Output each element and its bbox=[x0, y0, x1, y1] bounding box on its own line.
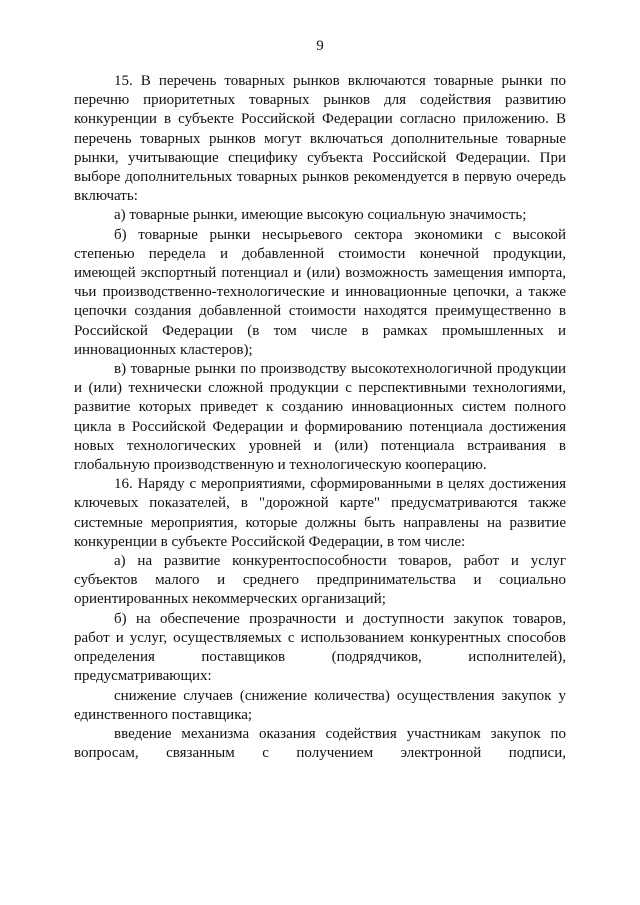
paragraph-16: 16. Наряду с мероприятиями, сформированными в целях достижения ключевых показателей, в "дорожной карте" предусматриваются также системные мероприятия, которые должны быть направлены на развитие конкуренции в субъекте Российской Федерации, в том числе: bbox=[74, 476, 566, 550]
paragraph-15-v: в) товарные рынки по производству высокотехнологичной продукции и (или) технически сложной продукции с перспективными технологиями, развитие которых приведет к созданию инновационных систем полного цикла в Российской Федерации и формированию потенциала достижения новых технологических уровней и (или) потенциала встраивания в глобальную производственную и технологическую кооперацию. bbox=[74, 361, 566, 474]
paragraph-16-b-item-2: введение механизма оказания содействия участникам закупок по вопросам, связанным с получением электронной подписи, bbox=[74, 725, 566, 762]
paragraph-16-b-item-1: снижение случаев (снижение количества) осуществления закупок у единственного поставщика; bbox=[74, 687, 566, 723]
page-number: 9 bbox=[316, 38, 324, 54]
paragraph-15-a: а) товарные рынки, имеющие высокую социальную значимость; bbox=[114, 207, 527, 224]
paragraph-16-b: б) на обеспечение прозрачности и доступности закупок товаров, работ и услуг, осуществляемых с использованием конкурентных способов определения поставщиков (подрядчиков, исполнителей), предусматривающих: bbox=[74, 610, 566, 685]
paragraph-15-b: б) товарные рынки несырьевого сектора экономики с высокой степенью передела и добавленной стоимости конечной продукции, имеющей экспортный потенциал и (или) возможность замещения импорта, чьи производственно-технологические и инновационные цепочки, а также цепочки создания добавленной стоимости находятся преимущественно в Российской Федерации (в том числе в рамках промышленных и инновационных кластеров); bbox=[74, 226, 566, 358]
paragraph-16-a: а) на развитие конкурентоспособности товаров, работ и услуг субъектов малого и среднего предпринимательства и социально ориентированных некоммерческих организаций; bbox=[74, 553, 566, 608]
paragraph-15: 15. В перечень товарных рынков включаются товарные рынки по перечню приоритетных товарных рынков для содействия развитию конкуренции в субъекте Российской Федерации согласно приложению. В перечень товарных рынков могут включаться дополнительные товарные рынки, учитывающие специфику субъекта Российской Федерации. При выборе дополнительных товарных рынков рекомендуется в первую очередь включать: bbox=[74, 73, 566, 205]
document-body bbox=[74, 72, 566, 763]
